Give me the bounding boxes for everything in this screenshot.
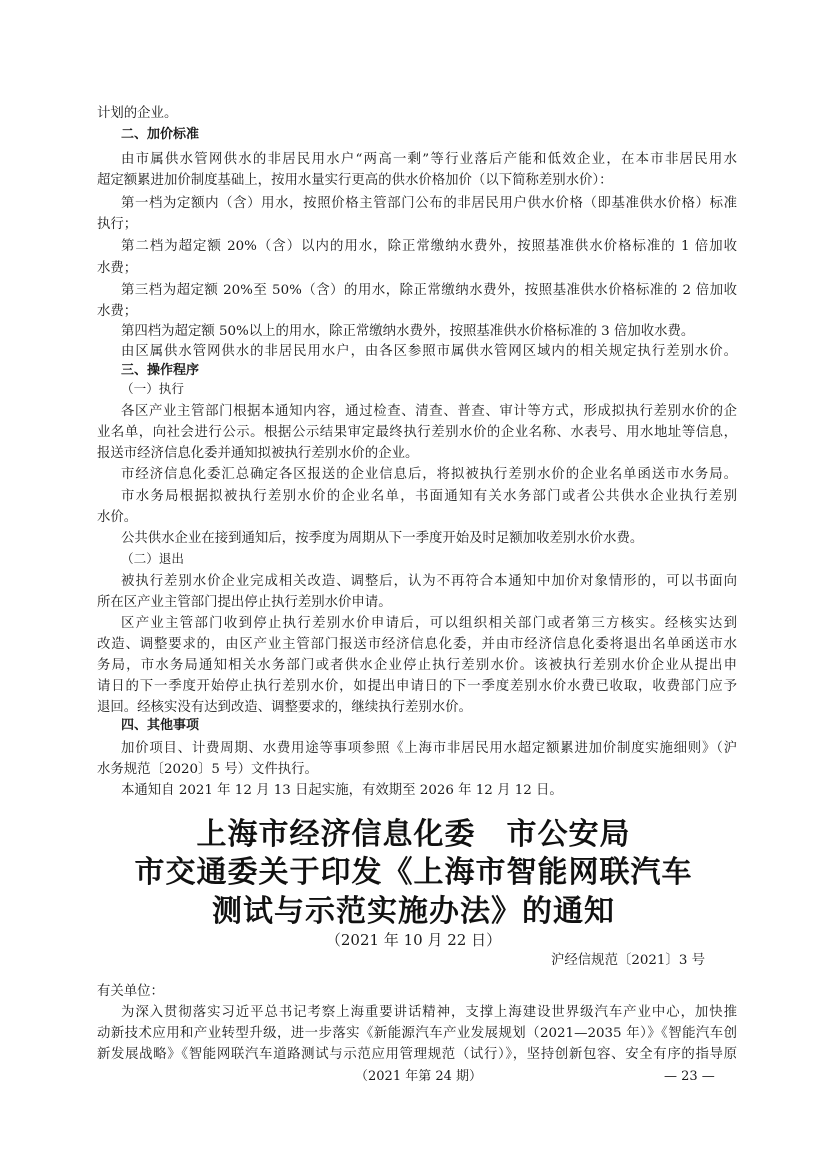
salutation: 有关单位： xyxy=(97,984,164,999)
body-text-line: 第三档为超定额 20%至 50%（含）的用水，除正常缴纳水费外，按照基准供水价格标准的 2 倍加收 xyxy=(121,283,737,298)
body-text-line: 改造、调整要求的，由区产业主管部门报送市经济信息化委，并由市经济信息化委将退出名单函送市水 xyxy=(97,637,737,652)
body-text-line: 执行； xyxy=(97,217,138,232)
body-text-line: 动新技术应用和产业转型升级，进一步落实《新能源汽车产业发展规划（2021—2035 年）》《智能汽车创 xyxy=(97,1026,737,1041)
body-text-line: 由区属供水管网供水的非居民用水户，由各区参照市属供水管网区域内的相关规定执行差别水价。 xyxy=(121,344,737,359)
body-text-line: 为深入贯彻落实习近平总书记考察上海重要讲话精神，支撑上海建设世界级汽车产业中心，加快推 xyxy=(121,1005,737,1020)
subsection-heading-exit: （二）退出 xyxy=(121,551,184,566)
body-text-line: 请日的下一季度开始停止执行差别水价，如提出申请日的下一季度差别水价水费已收取，收费部门应予 xyxy=(97,679,737,694)
section-heading-pricing: 二、加价标准 xyxy=(121,127,200,142)
body-text-line: 市经济信息化委汇总确定各区报送的企业信息后，将拟被执行差别水价的企业名单函送市水务局。 xyxy=(121,467,737,482)
body-text-line: 区产业主管部门收到停止执行差别水价申请后，可以组织相关部门或者第三方核实。经核实达到 xyxy=(121,616,737,631)
body-text-line: 退回。经核实没有达到改造、调整要求的，继续执行差别水价。 xyxy=(97,700,472,715)
notice-title-line-1: 上海市经济信息化委 市公安局 xyxy=(196,817,631,852)
page-number: — 23 — xyxy=(664,1069,715,1084)
body-text-line: 新发展战略》《智能网联汽车道路测试与示范应用管理规范（试行）》，坚持创新包容、安全有序的指导原 xyxy=(97,1047,737,1062)
body-text-line: 超定额累进加价制度基础上，按用水量实行更高的供水价格加价（以下简称差别水价）： xyxy=(97,173,613,188)
body-text-line: 由市属供水管网供水的非居民用水户“两高一剩”等行业落后产能和低效企业，在本市非居民用水 xyxy=(121,152,737,167)
body-text-line: 务局，市水务局通知相关水务部门或者供水企业停止执行差别水价。该被执行差别水价企业从提出申 xyxy=(97,658,737,673)
body-text-line: 公共供水企业在接到通知后，按季度为周期从下一季度开始及时足额加收差别水价水费。 xyxy=(121,531,644,546)
body-text-line: 水务规范〔2020〕5 号）文件执行。 xyxy=(97,762,318,777)
body-text-line: 水费； xyxy=(97,261,138,276)
body-text-line: 市水务局根据拟被执行差别水价的企业名单，书面通知有关水务部门或者公共供水企业执行差别 xyxy=(121,489,737,504)
notice-date: （2021 年 10 月 22 日） xyxy=(325,931,502,949)
section-heading-procedure: 三、操作程序 xyxy=(121,363,200,378)
notice-title-line-2: 市交通委关于印发《上海市智能网联汽车 xyxy=(134,855,693,890)
body-text-line: 水价。 xyxy=(97,510,138,525)
notice-title-line-3: 测试与示范实施办法》的通知 xyxy=(212,894,615,929)
body-text-line: 第四档为超定额 50%以上的用水，除正常缴纳水费外，按照基准供水价格标准的 3 倍加收水费。 xyxy=(121,324,695,339)
body-text-line: 被执行差别水价企业完成相关改造、调整后，认为不再符合本通知中加价对象情形的，可以书面向 xyxy=(121,574,737,589)
body-text-line: 报送市经济信息化委并通知拟被执行差别水价的企业。 xyxy=(97,446,419,461)
body-text-line: 本通知自 2021 年 12 月 13 日起实施，有效期至 2026 年 12 月 12 日。 xyxy=(121,783,563,798)
body-text-line: 各区产业主管部门根据本通知内容，通过检查、清查、普查、审计等方式，形成拟执行差别水价的企 xyxy=(121,404,737,419)
body-text-line: 加价项目、计费周期、水费用途等事项参照《上海市非居民用水超定额累进加价制度实施细则》（沪 xyxy=(121,741,737,756)
body-text-line: 计划的企业。 xyxy=(97,106,178,121)
document-number: 沪经信规范〔2021〕3 号 xyxy=(551,953,705,968)
body-text-line: 第二档为超定额 20%（含）以内的用水，除正常缴纳水费外，按照基准供水价格标准的 1 倍加收 xyxy=(121,239,737,254)
issue-label: （2021 年第 24 期） xyxy=(355,1069,483,1084)
subsection-heading-execute: （一）执行 xyxy=(121,381,184,396)
body-text-line: 所在区产业主管部门提出停止执行差别水价申请。 xyxy=(97,595,392,610)
body-text-line: 水费； xyxy=(97,304,138,319)
body-text-line: 第一档为定额内（含）用水，按照价格主管部门公布的非居民用户供水价格（即基准供水价格）标准 xyxy=(121,196,737,211)
body-text-line: 业名单，向社会进行公示。根据公示结果审定最终执行差别水价的企业名称、水表号、用水地址等信息， xyxy=(97,425,737,440)
section-heading-other: 四、其他事项 xyxy=(121,718,200,733)
